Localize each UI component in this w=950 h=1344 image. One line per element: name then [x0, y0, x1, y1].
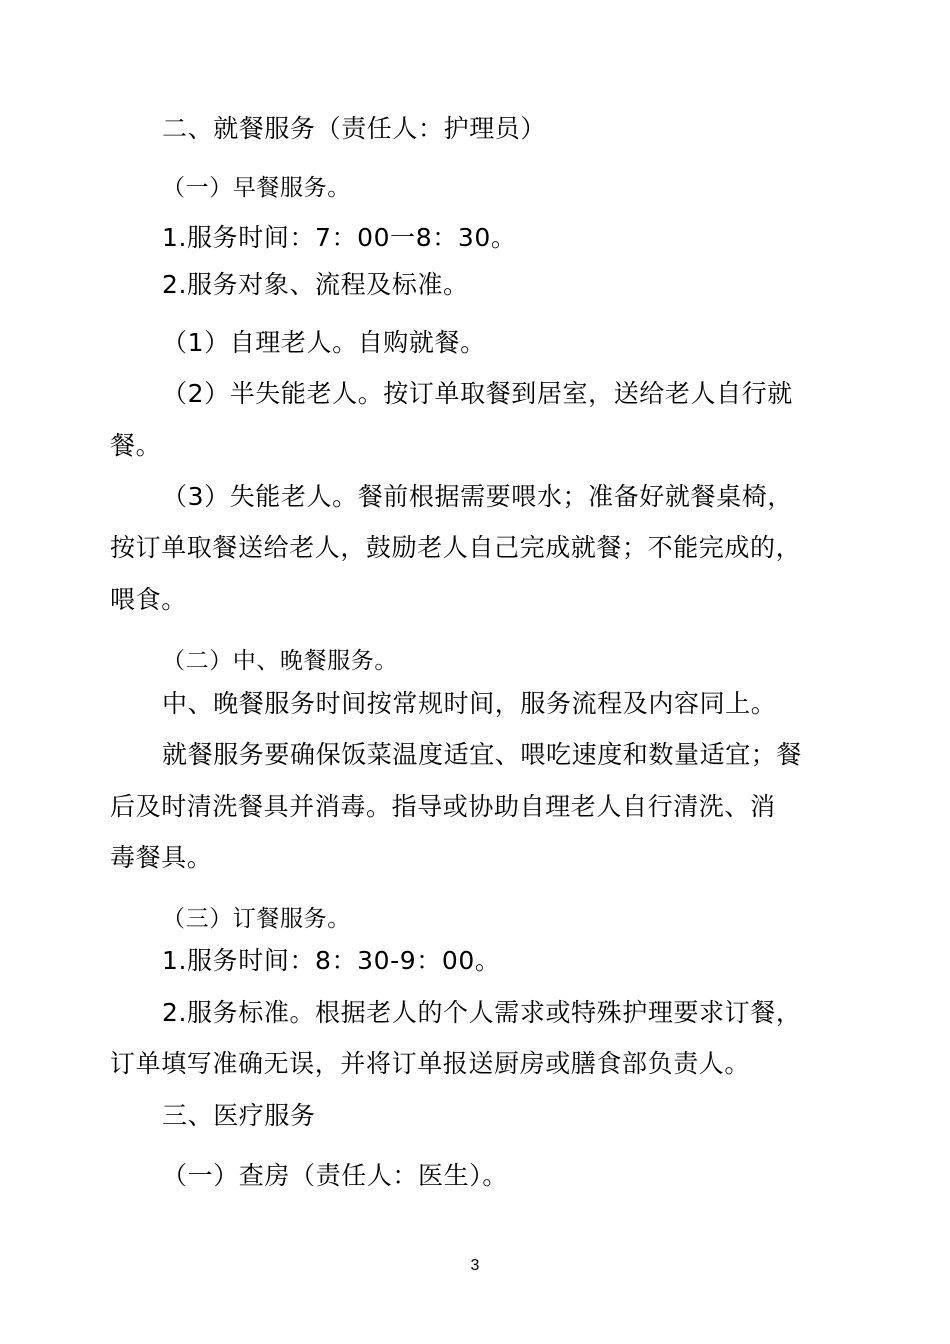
paragraph-line: 按订单取餐送给老人，鼓励老人自己完成就餐；不能完成的，: [110, 533, 802, 562]
paragraph-line: 中、晚餐服务时间按常规时间，服务流程及内容同上。: [162, 689, 777, 718]
paragraph-line: 1.服务时间：7：00一8：30。: [162, 223, 517, 252]
paragraph-line: 1.服务时间：8：30-9：00。: [162, 946, 501, 975]
subsection-heading: （一）查房（责任人：医生）。: [162, 1161, 508, 1190]
paragraph-line: 2.服务标准。根据老人的个人需求或特殊护理要求订餐，: [162, 998, 802, 1027]
paragraph-line: （3）失能老人。餐前根据需要喂水；准备好就餐桌椅，: [162, 482, 793, 511]
paragraph-line: 就餐服务要确保饭菜温度适宜、喂吃速度和数量适宜；餐: [162, 740, 803, 769]
paragraph-line: 喂食。: [110, 585, 187, 614]
paragraph-line: 2.服务对象、流程及标准。: [162, 270, 469, 299]
subsection-heading: （三）订餐服务。: [162, 906, 351, 932]
paragraph-line: 餐。: [110, 431, 162, 460]
paragraph-line: （2）半失能老人。按订单取餐到居室，送给老人自行就: [162, 379, 793, 408]
paragraph-line: 毒餐具。: [110, 843, 213, 872]
section-heading: 三、医疗服务: [162, 1101, 316, 1130]
paragraph-line: （1）自理老人。自购就餐。: [162, 328, 486, 357]
paragraph-line: 订单填写准确无误，并将订单报送厨房或膳食部负责人。: [110, 1049, 751, 1078]
subsection-heading: （一）早餐服务。: [162, 175, 351, 201]
section-heading: 二、就餐服务（责任人：护理员）: [162, 114, 547, 143]
subsection-heading: （二）中、晚餐服务。: [162, 648, 398, 674]
page-number: 3: [470, 1257, 480, 1274]
paragraph-line: 后及时清洗餐具并消毒。指导或协助自理老人自行清洗、消: [110, 792, 776, 821]
